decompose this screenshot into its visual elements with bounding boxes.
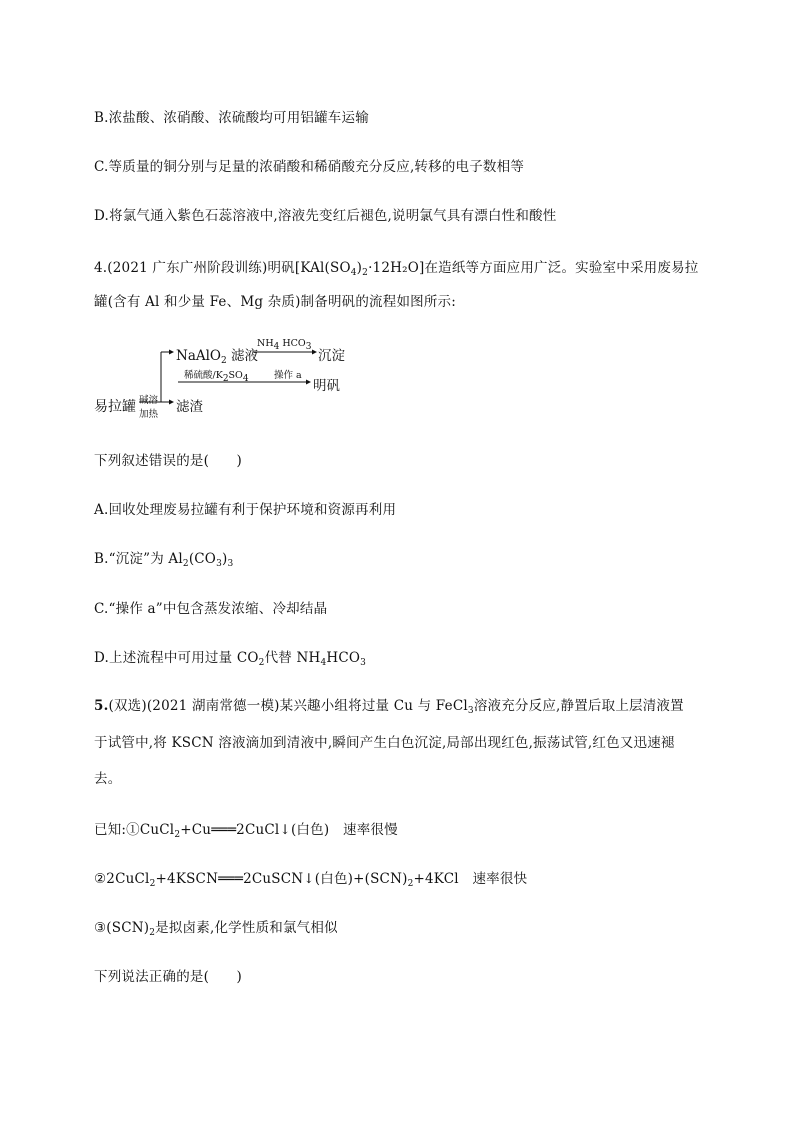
q3-option-d: D.将氯气通入紫色石蕊溶液中,溶液先变红后褪色,说明氯气具有漂白性和酸性 xyxy=(94,208,557,224)
step-label-bottom: 加热 xyxy=(139,409,159,420)
q5-question: 下列说法正确的是( ) xyxy=(94,969,242,985)
reagent-nh4hco3: $NH_4$ $HCO_3$ xyxy=(257,338,312,352)
q4-option-c: C.“操作 a”中包含蒸发浓缩、冷却结晶 xyxy=(94,601,328,617)
q5-known-1: 已知:①CuCl$_2$+Cu═══2CuCl↓(白色) 速率很慢 xyxy=(94,822,398,840)
q4-option-a: A.回收处理废易拉罐有利于保护环境和资源再利用 xyxy=(94,502,397,518)
operation-a: 操作 a xyxy=(274,370,302,381)
start-can: 易拉罐 xyxy=(94,399,136,415)
q5-stem-line1: 5.(双选)(2021 湖南常德一模)某兴趣小组将过量 Cu 与 FeCl$_3$溶液充分反应,静置后取上层清液置 xyxy=(94,698,684,716)
q4-question: 下列叙述错误的是( ) xyxy=(94,453,242,469)
q4-option-d: D.上述流程中可用过量 $CO_2$代替 $NH_4HCO_3$ xyxy=(94,650,367,668)
q3-option-b: B.浓盐酸、浓硝酸、浓硫酸均可用铝罐车运输 xyxy=(94,110,369,126)
q5-known-3: $③(SCN)_2$是拟卤素,化学性质和氯气相似 xyxy=(94,920,338,938)
q4-option-b: B.“沉淀”为 $Al_2(CO_3)_3$ xyxy=(94,551,234,569)
residue: 滤渣 xyxy=(176,399,203,415)
q5-stem-line3: 去。 xyxy=(94,771,122,787)
q3-option-c: C.等质量的铜分别与足量的浓硝酸和稀硝酸充分反应,转移的电子数相等 xyxy=(94,159,525,175)
reagent-acid: 稀硫酸$/K_2SO_4$ xyxy=(184,370,249,384)
q4-stem-line1: 4.(2021 广东广州阶段训练)明矾$[KAl(SO_4)_2\cdot 12H_2O]$在造纸等方面应用广泛。实验室中采用废易拉 xyxy=(94,260,699,278)
process-flow-diagram xyxy=(94,338,364,418)
q5-known-2: ②2CuCl$_2$+4KSCN═══2CuSCN↓(白色)$+(SCN)_2+4KCl$ 速率很快 xyxy=(94,871,528,889)
q5-stem-line2: 于试管中,将 KSCN 溶液滴加到清液中,瞬间产生白色沉淀,局部出现红色,振荡试管,红色又迅速褪 xyxy=(94,735,675,751)
step-label-top: 碱溶 xyxy=(139,395,159,406)
precipitate: 沉淀 xyxy=(318,348,345,364)
alum-product: 明矾 xyxy=(313,378,340,394)
naalo2-filtrate: NaAlO$_2$ 滤液 xyxy=(176,348,259,366)
q4-stem-line2: 罐(含有 Al 和少量 Fe、Mg 杂质)制备明矾的流程如图所示: xyxy=(94,294,456,310)
